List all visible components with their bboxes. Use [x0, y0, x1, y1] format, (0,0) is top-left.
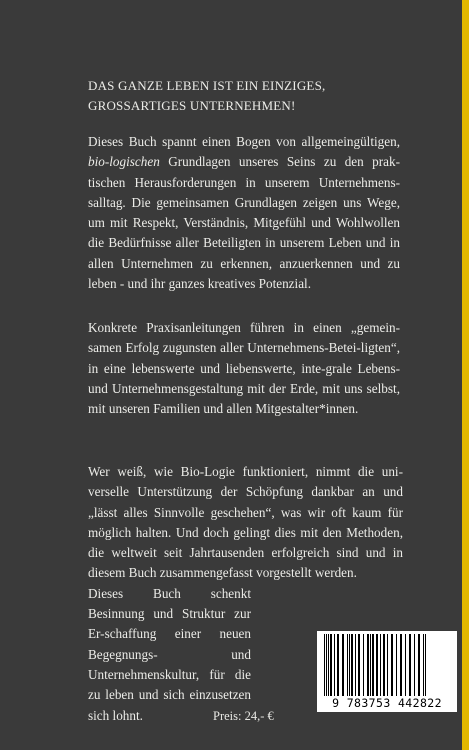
barcode-bar — [396, 634, 397, 696]
barcode-bar — [400, 634, 402, 696]
barcode-bar — [367, 634, 369, 696]
barcode-bar — [358, 634, 360, 696]
barcode-bar — [351, 634, 353, 696]
barcode-bar — [376, 634, 378, 696]
paragraph-1-rest: Grundlagen unseres Seins zu den prak-tischen Herausforderungen in unserem Unternehmens-salltag. Die gemeinsamen Grundlagen zeigen uns Wege, um mit Respekt, Verständnis, Mitgefühl und Wohlwollen die Bedürfnisse aller Beteiligten in unserem Leben und in allen Unternehmen zu erkennen, anzuerkennen und zu leben - und ihr ganzes kreatives Potenzial. — [88, 154, 400, 292]
barcode-bar — [355, 634, 356, 696]
barcode-bar — [328, 634, 329, 696]
price-label: Preis: 24,- € — [213, 709, 274, 723]
barcode-bar — [370, 634, 371, 696]
barcode-bar — [349, 634, 350, 696]
barcode-bar — [387, 634, 388, 696]
barcode-bar — [425, 634, 426, 696]
barcode-bar — [337, 634, 339, 696]
barcode-bar — [391, 634, 393, 696]
blurb-paragraph-2: Konkrete Praxisanleitungen führen in einen „gemein-samen Erfolg zugunsten aller Unternehmens-Betei-ligten“, in eine lebenswerte und liebenswerte, inte-grale Lebens- und Unternehmensgestaltung mit der Erde, mit uns selbst, mit unseren Familien und allen Mitgestalter*innen. — [88, 320, 400, 417]
barcode-bar — [409, 634, 411, 696]
barcode-bar — [380, 634, 381, 696]
heading-line-1: DAS GANZE LEBEN IST EIN EINZIGES, — [88, 78, 326, 93]
barcode-bar — [330, 634, 332, 696]
barcode-bar — [363, 634, 364, 696]
back-cover-heading — [88, 76, 388, 116]
barcode-bar — [383, 634, 385, 696]
heading-line-2: GROSSARTIGES UNTERNEHMEN! — [88, 98, 296, 113]
barcode-bar — [334, 634, 335, 696]
blurb-paragraph-3: Wer weiß, wie Bio-Logie funktioniert, nimmt die uni-verselle Unterstützung der Schöpfung dankbar an und „lässt alles Sinnvolle geschehen“, was wir oft kaum für möglich halten. Und doch gelingt dies mit den Methoden, die weltweit seit Jahrtausenden erfolgreich sind und in diesem Buch zusammengefasst vorgestellt werden. — [88, 464, 403, 581]
blurb-paragraph-4: Dieses Buch schenkt Besinnung und Struktur zur Er-schaffung einer neuen Begegnungs- und Unternehmenskultur, für die zu leben und sich einzusetzen sich lohnt. — [88, 585, 251, 723]
barcode-bars — [322, 634, 452, 696]
barcode-bar — [418, 634, 420, 696]
barcode-bar — [414, 634, 415, 696]
isbn-number: 9 783753 442822 — [332, 696, 442, 710]
spine-edge — [462, 0, 469, 750]
barcode-bar — [372, 634, 374, 696]
isbn-barcode — [317, 631, 457, 712]
barcode-bar — [342, 634, 344, 696]
barcode-bar — [423, 634, 424, 696]
paragraph-1-emphasis: bio-logischen — [88, 154, 160, 170]
paragraph-1-start: Dieses Buch spannt einen Bogen von allgemeingültigen, — [88, 134, 400, 149]
barcode-bar — [324, 634, 325, 696]
barcode-bar — [326, 634, 327, 696]
barcode-bar — [405, 634, 406, 696]
barcode-bar — [347, 634, 348, 696]
blurb-paragraph-1 — [88, 132, 400, 294]
